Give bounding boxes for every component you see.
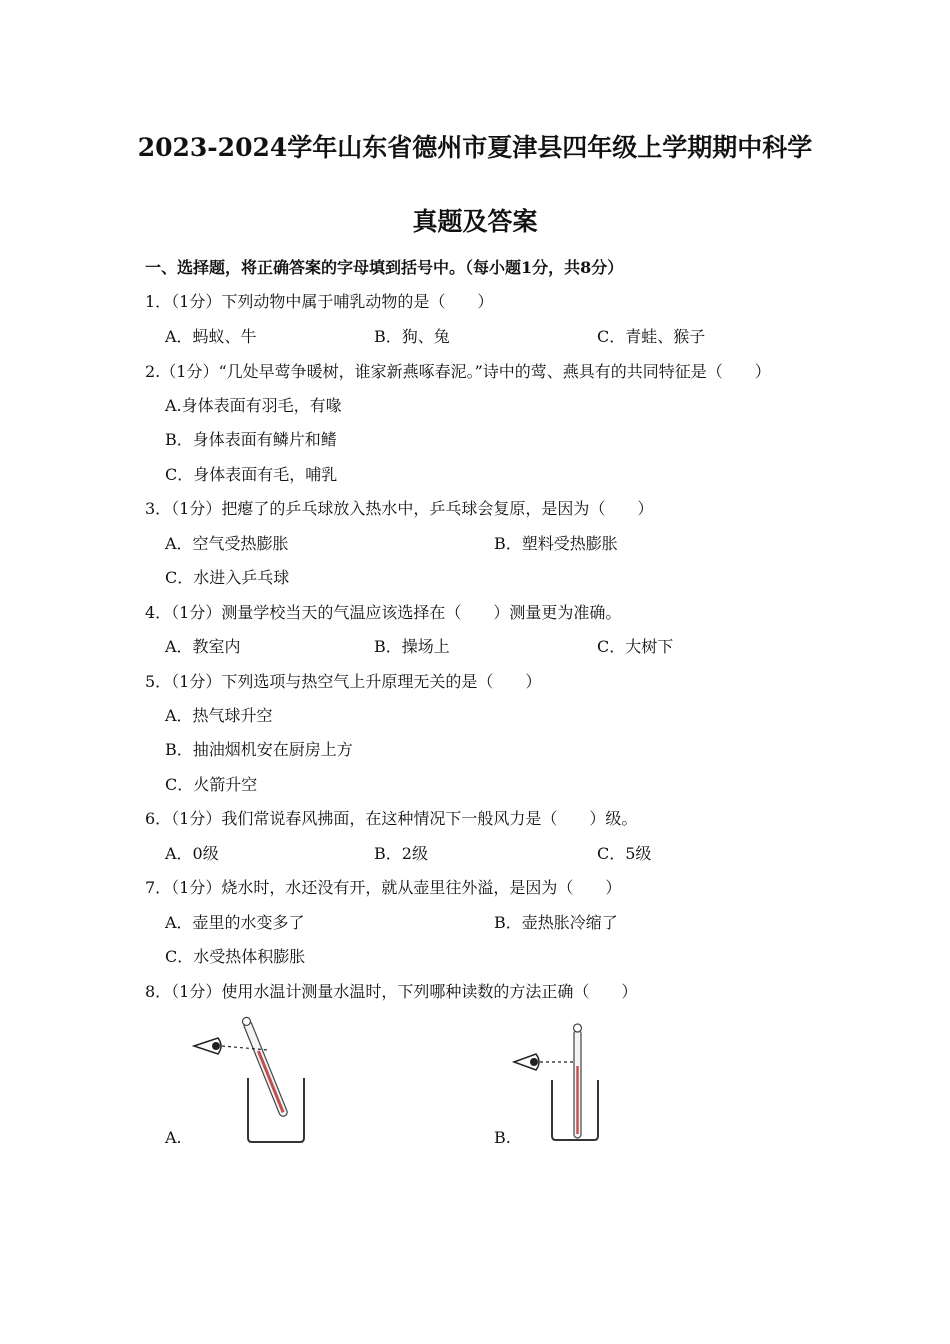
question-2-option-a: A.身体表面有羽毛，有喙 xyxy=(165,396,342,415)
question-7-stem: 7．（1分）烧水时，水还没有开，就从壶里往外溢，是因为（ ） xyxy=(145,878,622,897)
question-4-option-b: B．操场上 xyxy=(374,637,450,656)
question-4-option-c: C．大树下 xyxy=(597,637,674,656)
question-7-option-c: C．水受热体积膨胀 xyxy=(165,947,306,966)
thermometer-figure-a xyxy=(190,1010,320,1145)
question-6-option-a: A．0级 xyxy=(165,844,219,863)
question-6-option-c: C．5级 xyxy=(597,844,652,863)
question-2-option-c: C．身体表面有毛，哺乳 xyxy=(165,465,338,484)
question-1-option-c: C．青蛙、猴子 xyxy=(597,327,706,346)
question-3-option-c: C．水进入乒乓球 xyxy=(165,568,290,587)
question-5-stem: 5．（1分）下列选项与热空气上升原理无关的是（ ） xyxy=(145,672,542,691)
question-7-option-b: B．壶热胀冷缩了 xyxy=(494,913,618,932)
question-6-stem: 6．（1分）我们常说春风拂面，在这种情况下一般风力是（ ）级。 xyxy=(145,809,638,828)
question-1-stem: 1．（1分）下列动物中属于哺乳动物的是（ ） xyxy=(145,292,494,311)
question-3-option-b: B．塑料受热膨胀 xyxy=(494,534,618,553)
question-2-stem: 2.（1分）“几处早莺争暖树，谁家新燕啄春泥。”诗中的莺、燕具有的共同特征是（ ） xyxy=(145,362,771,381)
question-8-option-a: A. xyxy=(165,1128,182,1147)
question-5-option-b: B．抽油烟机安在厨房上方 xyxy=(165,740,353,759)
question-4-option-a: A．教室内 xyxy=(165,637,241,656)
page-title-line2: 真题及答案 xyxy=(412,207,538,236)
question-3-option-a: A．空气受热膨胀 xyxy=(165,534,289,553)
question-6-option-b: B．2级 xyxy=(374,844,428,863)
question-7-option-a: A．壶里的水变多了 xyxy=(165,913,305,932)
question-1-option-b: B．狗、兔 xyxy=(374,327,450,346)
question-3-stem: 3．（1分）把瘪了的乒乓球放入热水中，乒乓球会复原，是因为（ ） xyxy=(145,499,654,518)
question-2-option-b: B．身体表面有鳞片和鳍 xyxy=(165,430,337,449)
question-8-stem: 8．（1分）使用水温计测量水温时，下列哪种读数的方法正确（ ） xyxy=(145,982,638,1001)
question-8-option-b: B. xyxy=(494,1128,511,1147)
thermometer-figure-b xyxy=(510,1022,620,1144)
page-title-line1: 2023-2024学年山东省德州市夏津县四年级上学期期中科学 xyxy=(137,133,813,162)
section-heading: 一、选择题，将正确答案的字母填到括号中。（每小题1分，共8分） xyxy=(145,258,624,277)
question-4-stem: 4．（1分）测量学校当天的气温应该选择在（ ）测量更为准确。 xyxy=(145,603,622,622)
question-5-option-a: A．热气球升空 xyxy=(165,706,273,725)
question-5-option-c: C．火箭升空 xyxy=(165,775,258,794)
question-1-option-a: A．蚂蚁、牛 xyxy=(165,327,257,346)
